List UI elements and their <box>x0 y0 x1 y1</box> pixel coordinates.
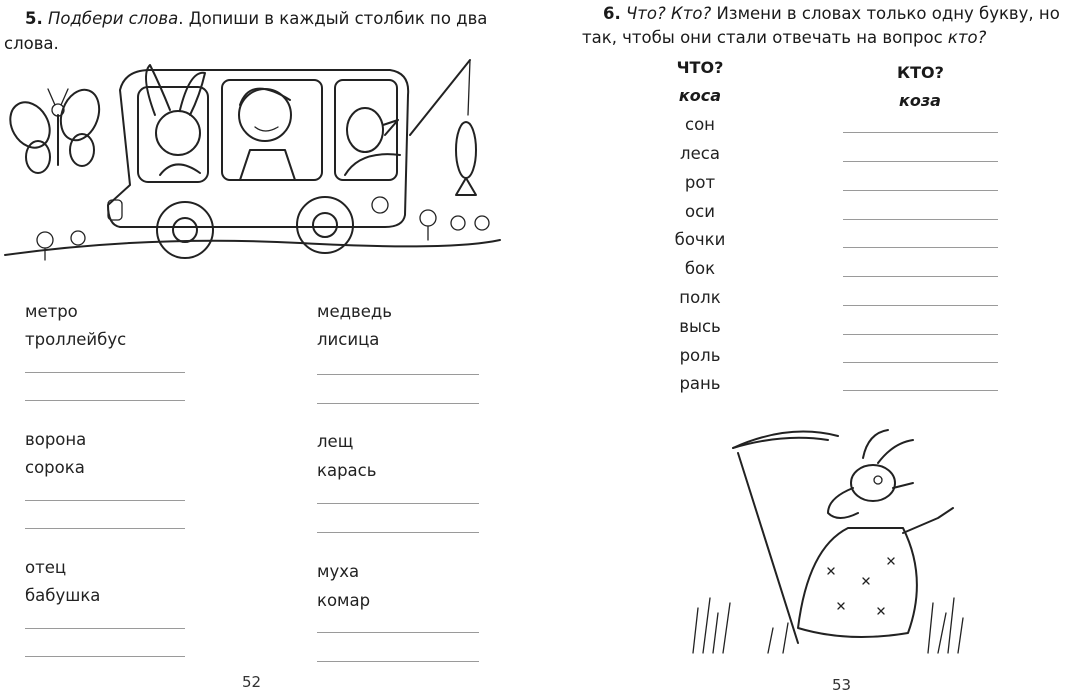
answer-line[interactable] <box>317 632 479 633</box>
word-vorona: ворона <box>25 430 87 449</box>
task6-instruction-line2: так, чтобы они стали отвечать на вопрос кто? <box>582 28 987 47</box>
column-header-chto: ЧТО? <box>676 58 724 77</box>
answer-line[interactable] <box>317 661 479 662</box>
answer-line[interactable] <box>317 503 479 504</box>
answer-line[interactable] <box>317 374 479 375</box>
word-mukha: муха <box>317 562 360 581</box>
task5-instruction: . Допиши в каждый столбик по два <box>178 9 488 28</box>
task6-instruction: Измени в словах только одну букву, но <box>711 4 1060 23</box>
goat-with-scythe-illustration <box>688 428 988 658</box>
word-item: сон <box>685 115 715 134</box>
word-item: рань <box>679 374 721 393</box>
task5-instruction-line2: слова. <box>4 34 59 53</box>
task5-number: 5. <box>25 9 43 28</box>
answer-line[interactable] <box>843 390 998 391</box>
example-word-left: коса <box>678 86 722 105</box>
word-babushka: бабушка <box>25 586 101 605</box>
answer-line[interactable] <box>25 528 185 529</box>
bus-with-animals-illustration <box>0 55 510 255</box>
answer-line[interactable] <box>317 403 479 404</box>
goat-icon <box>798 430 953 637</box>
grass-icon <box>693 598 963 653</box>
scythe-icon <box>733 432 838 643</box>
answer-line[interactable] <box>25 500 185 501</box>
answer-line[interactable] <box>25 656 185 657</box>
fish-icon <box>456 122 476 195</box>
answer-line[interactable] <box>843 247 998 248</box>
answer-line[interactable] <box>25 372 185 373</box>
word-item: леса <box>680 144 720 163</box>
rabbit-icon <box>146 65 205 175</box>
word-karas: карась <box>317 461 377 480</box>
word-item: бок <box>684 259 716 278</box>
answer-line[interactable] <box>843 161 998 162</box>
task5-heading <box>25 8 487 30</box>
answer-line[interactable] <box>843 276 998 277</box>
task6-heading <box>603 3 1060 25</box>
answer-line[interactable] <box>843 334 998 335</box>
answer-line[interactable] <box>25 628 185 629</box>
word-item: высь <box>679 317 721 336</box>
task6-title: Что? Кто? <box>626 4 712 23</box>
word-medved: медведь <box>317 302 393 321</box>
example-word-right: коза <box>899 91 941 110</box>
answer-line[interactable] <box>843 190 998 191</box>
page-number-right: 53 <box>832 676 852 694</box>
bus-icon <box>108 70 408 258</box>
word-item: полк <box>679 288 721 307</box>
word-otets: отец <box>25 558 67 577</box>
word-item: оси <box>685 202 715 221</box>
word-soroka: сорока <box>25 458 85 477</box>
word-item: рот <box>684 173 716 192</box>
answer-line[interactable] <box>843 305 998 306</box>
task6-number: 6. <box>603 4 621 23</box>
word-leshch: лещ <box>317 432 354 451</box>
word-item: бочки <box>674 230 726 249</box>
boy-icon <box>239 89 295 180</box>
word-lisitsa: лисица <box>317 330 380 349</box>
page-number-left: 52 <box>242 673 262 691</box>
answer-line[interactable] <box>843 362 998 363</box>
task5-title: Подбери слова <box>48 9 179 28</box>
question-kto: кто? <box>947 28 987 47</box>
flowers-icon <box>37 210 489 260</box>
word-item: роль <box>679 346 721 365</box>
word-metro: метро <box>25 302 78 321</box>
answer-line[interactable] <box>25 400 185 401</box>
word-trolleybus: троллейбус <box>25 330 127 349</box>
butterfly-icon <box>2 84 105 173</box>
answer-line[interactable] <box>843 219 998 220</box>
answer-line[interactable] <box>843 132 998 133</box>
word-komar: комар <box>317 591 371 610</box>
column-header-kto: КТО? <box>897 63 944 82</box>
answer-line[interactable] <box>317 532 479 533</box>
